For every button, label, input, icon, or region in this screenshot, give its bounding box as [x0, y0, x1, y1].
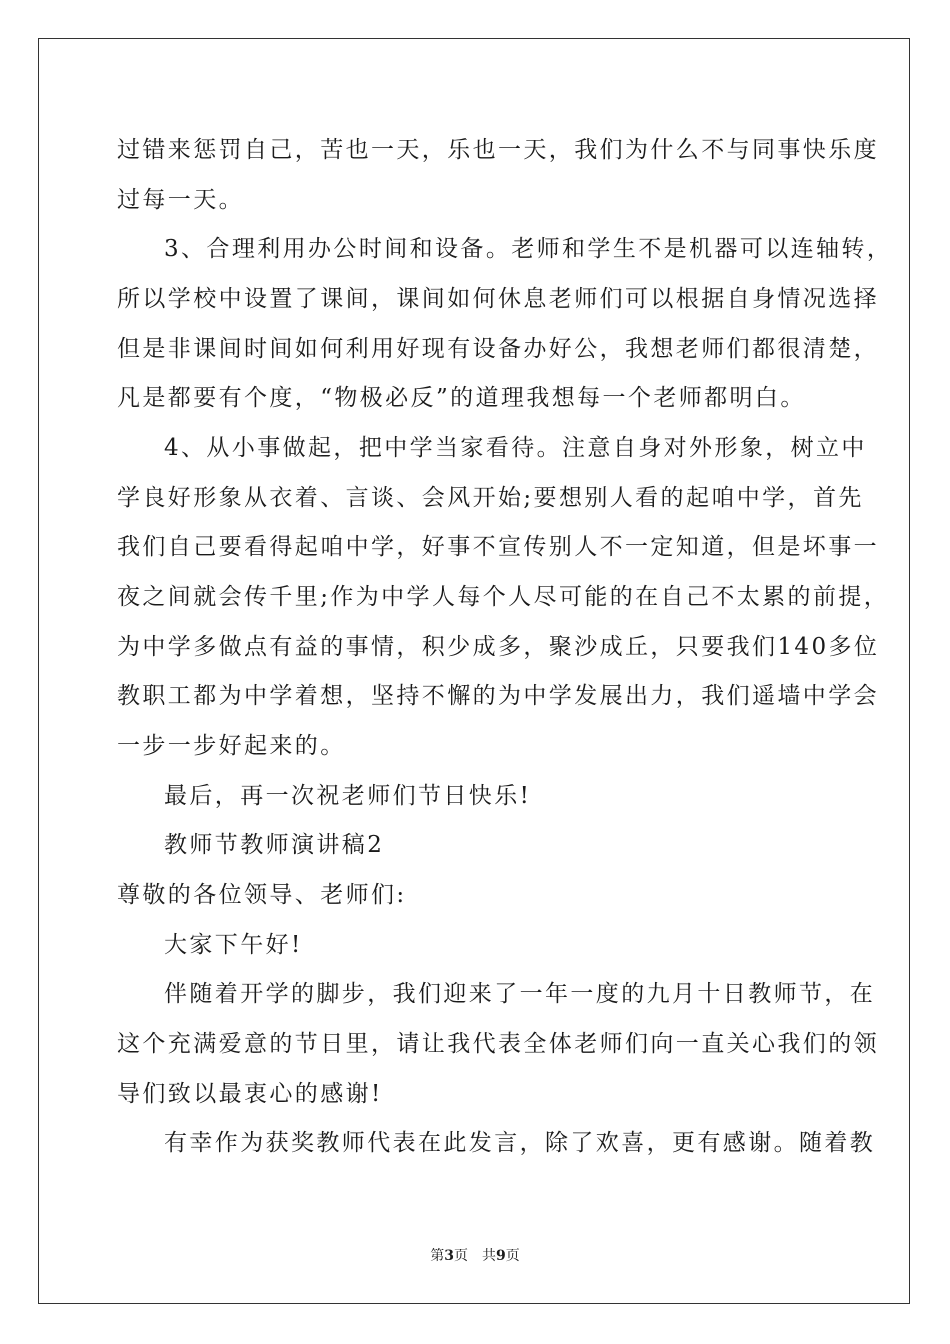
text-line: 最后，再一次祝老师们节日快乐! — [164, 783, 532, 809]
text-line: 教职工都为中学着想，坚持不懈的为中学发展出力，我们遥墙中学会 — [117, 683, 879, 709]
text-line: 过错来惩罚自己，苦也一天，乐也一天，我们为什么不与同事快乐度 — [117, 137, 879, 163]
page-footer — [0, 1247, 950, 1265]
text-line: 我们自己要看得起咱中学，好事不宣传别人不一定知道，但是坏事一 — [117, 534, 879, 560]
total-suffix: 页 — [505, 1248, 520, 1264]
text-line: 一步一步好起来的。 — [117, 733, 346, 759]
section-title: 教师节教师演讲稿2 — [164, 832, 385, 858]
text-line: 这个充满爱意的节日里，请让我代表全体老师们向一直关心我们的领 — [117, 1031, 879, 1057]
text-line: 有幸作为获奖教师代表在此发言，除了欢喜，更有感谢。随着教 — [164, 1130, 876, 1156]
text-line: 所以学校中设置了课间，课间如何休息老师们可以根据自身情况选择 — [117, 286, 879, 312]
text-line: 但是非课间时间如何利用好现有设备办好公，我想老师们都很清楚， — [117, 336, 879, 362]
text-line: 4、从小事做起，把中学当家看待。注意自身对外形象，树立中 — [164, 435, 867, 461]
greeting: 大家下午好! — [164, 932, 303, 958]
salutation: 尊敬的各位领导、老师们: — [117, 882, 407, 908]
text-line: 为中学多做点有益的事情，积少成多，聚沙成丘，只要我们140多位 — [117, 634, 880, 660]
text-line: 凡是都要有个度，“物极必反”的道理我想每一个老师都明白。 — [117, 385, 806, 411]
text-line: 学良好形象从衣着、言谈、会风开始;要想别人看的起咱中学，首先 — [117, 485, 864, 511]
total-pages: 9 — [496, 1248, 506, 1264]
text-line: 过每一天。 — [117, 187, 244, 213]
text-line: 3、合理利用办公时间和设备。老师和学生不是机器可以连轴转， — [164, 236, 893, 262]
total-prefix: 共 — [482, 1248, 496, 1264]
text-line: 导们致以最衷心的感谢! — [117, 1081, 383, 1107]
page-border — [38, 38, 910, 1304]
page-suffix: 页 — [454, 1248, 468, 1264]
text-line: 夜之间就会传千里;作为中学人每个人尽可能的在自己不太累的前提， — [117, 584, 890, 610]
page-prefix: 第 — [430, 1248, 445, 1264]
page-number: 3 — [444, 1248, 454, 1264]
text-line: 伴随着开学的脚步，我们迎来了一年一度的九月十日教师节，在 — [164, 981, 876, 1007]
